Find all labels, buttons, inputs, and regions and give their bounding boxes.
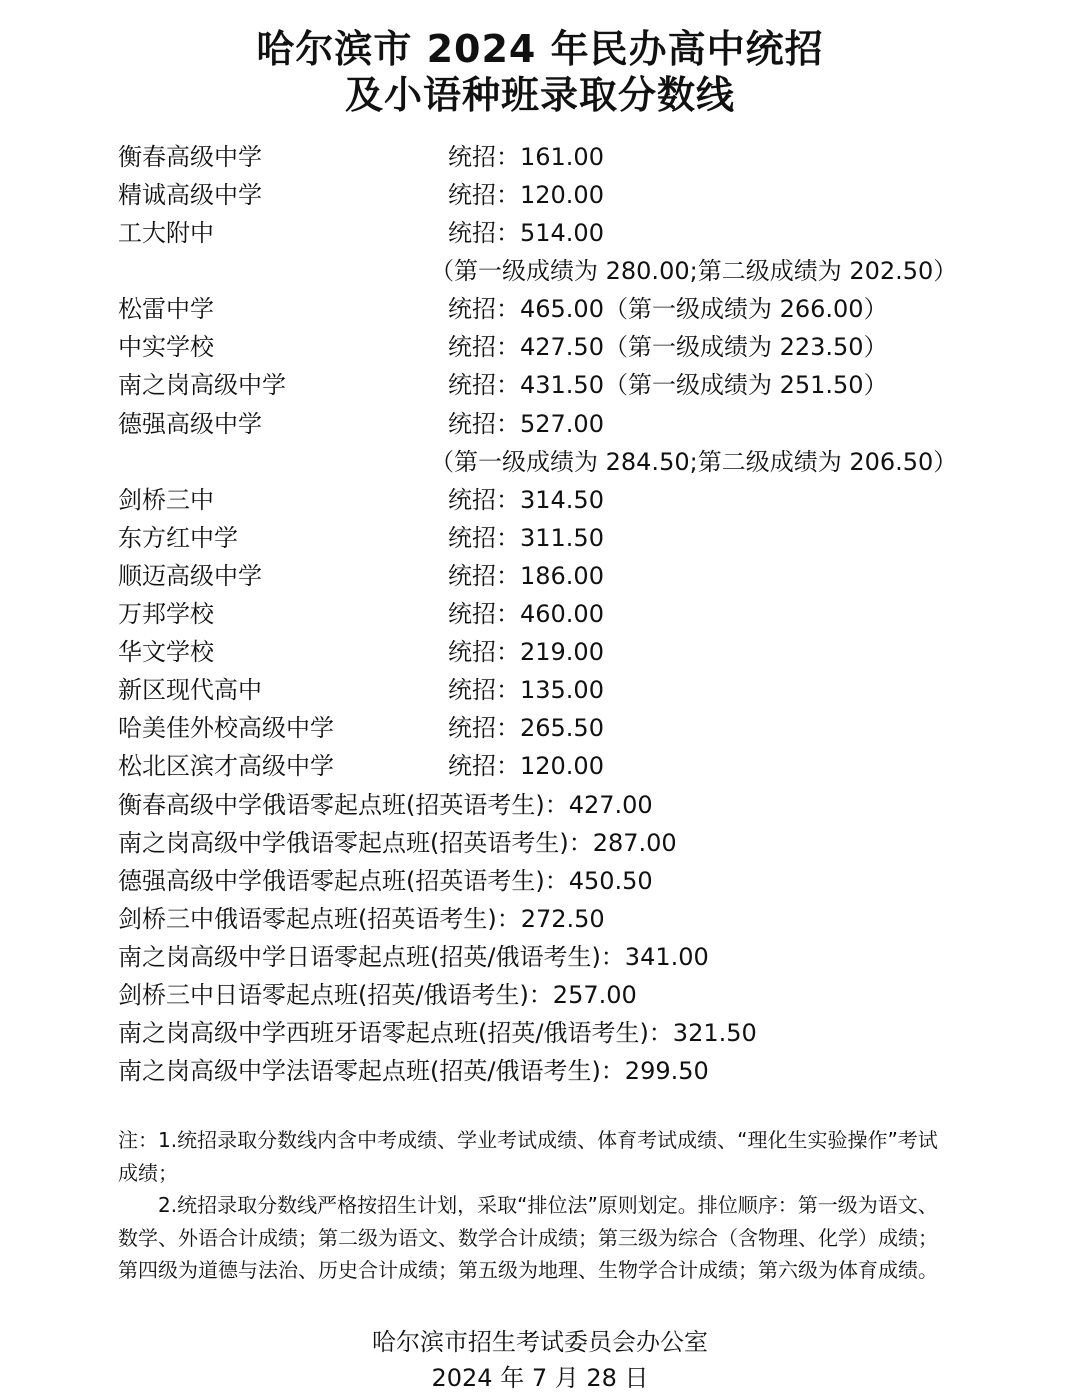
school-name: 万邦学校 (118, 600, 214, 628)
note-2: 2.统招录取分数线严格按招生计划，采取“排位法”原则划定。排位顺序：第一级为语文、数学、外语合计成绩；第二级为语文、数学合计成绩；第三级为综合（含物理、化学）成绩；第四级为道德与法治、历史合计成绩；第五级为地理、生物学合计成绩；第六级为体育成绩。 (118, 1193, 938, 1282)
school-name: 华文学校 (118, 638, 214, 666)
language-class-row: 南之岗高级中学法语零起点班(招英/俄语考生)：299.50 (118, 1057, 709, 1085)
school-score: 统招：186.00 (448, 562, 604, 590)
note-1: 注：1.统招录取分数线内含中考成绩、学业考试成绩、体育考试成绩、“理化生实验操作”考试成绩； (118, 1128, 938, 1185)
school-name: 衡春高级中学 (118, 143, 262, 171)
school-name: 南之岗高级中学 (118, 371, 286, 399)
school-name: 哈美佳外校高级中学 (118, 714, 334, 742)
language-class-row: 南之岗高级中学西班牙语零起点班(招英/俄语考生)：321.50 (118, 1019, 757, 1047)
school-score: 统招：120.00 (448, 181, 604, 209)
school-score: 统招：161.00 (448, 143, 604, 171)
language-class-row: 剑桥三中日语零起点班(招英/俄语考生)：257.00 (118, 981, 637, 1009)
school-name: 剑桥三中 (118, 486, 214, 514)
school-name: 东方红中学 (118, 524, 238, 552)
school-name: 松北区滨才高级中学 (118, 752, 334, 780)
school-score: 统招：311.50 (448, 524, 604, 552)
school-score: 统招：265.50 (448, 714, 604, 742)
school-name: 松雷中学 (118, 295, 214, 323)
school-name: 精诚高级中学 (118, 181, 262, 209)
language-class-row: 剑桥三中俄语零起点班(招英语考生)：272.50 (118, 905, 605, 933)
school-name: 工大附中 (118, 219, 214, 247)
notes-section (118, 1124, 948, 1287)
school-score: 统招：431.50（第一级成绩为 251.50） (448, 371, 888, 399)
language-class-row: 德强高级中学俄语零起点班(招英语考生)：450.50 (118, 867, 653, 895)
school-name: 中实学校 (118, 333, 214, 361)
school-score: 统招：314.50 (448, 486, 604, 514)
school-score: 统招：460.00 (448, 600, 604, 628)
school-score: 统招：120.00 (448, 752, 604, 780)
page-title-line2: 及小语种班录取分数线 (344, 73, 735, 117)
page-title-line1: 哈尔滨市 2024 年民办高中统招 (256, 27, 824, 71)
language-class-row: 南之岗高级中学日语零起点班(招英/俄语考生)：341.00 (118, 943, 709, 971)
school-name: 顺迈高级中学 (118, 562, 262, 590)
school-score: 统招：427.50（第一级成绩为 223.50） (448, 333, 888, 361)
school-score: 统招：514.00 (448, 219, 604, 247)
school-name: 新区现代高中 (118, 676, 262, 704)
issuer: 哈尔滨市招生考试委员会办公室 (372, 1328, 708, 1356)
school-score: 统招：135.00 (448, 676, 604, 704)
school-score-detail: （第一级成绩为 284.50;第二级成绩为 206.50） (430, 448, 958, 476)
language-class-row: 南之岗高级中学俄语零起点班(招英语考生)：287.00 (118, 829, 677, 857)
school-score: 统招：527.00 (448, 410, 604, 438)
school-score: 统招：465.00（第一级成绩为 266.00） (448, 295, 888, 323)
language-class-row: 衡春高级中学俄语零起点班(招英语考生)：427.00 (118, 791, 653, 819)
issue-date: 2024 年 7 月 28 日 (431, 1364, 649, 1392)
school-name: 德强高级中学 (118, 410, 262, 438)
school-score: 统招：219.00 (448, 638, 604, 666)
school-score-detail: （第一级成绩为 280.00;第二级成绩为 202.50） (430, 257, 958, 285)
